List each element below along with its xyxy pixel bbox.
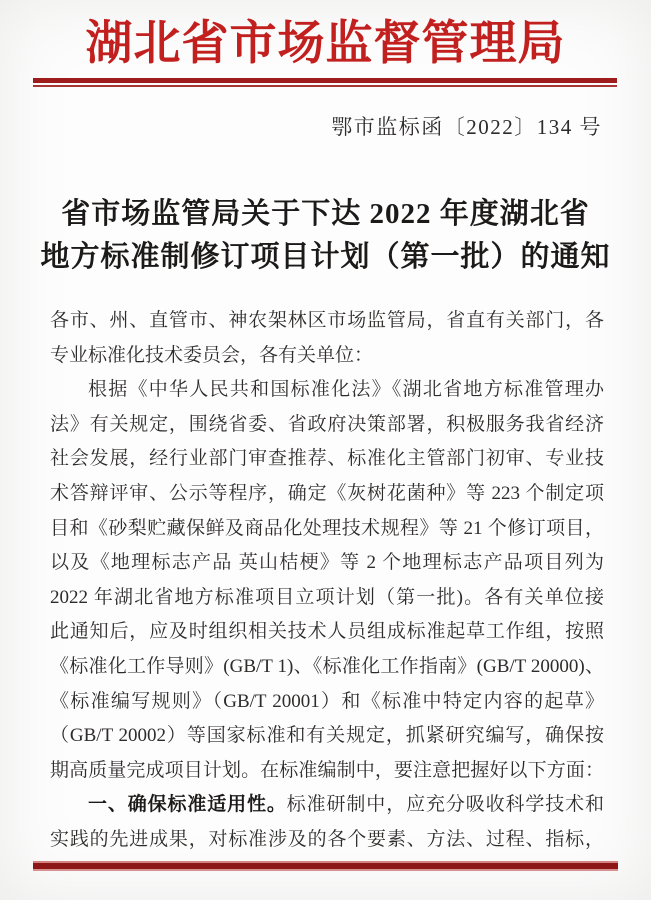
body-line: 各市、州、直管市、神农架林区市场监管局，省直有关部门，各 bbox=[50, 310, 604, 331]
body-line: 根据《中华人民共和国标准化法》《湖北省地方标准管理办 bbox=[88, 379, 604, 401]
bottom-divider-rule bbox=[33, 861, 618, 871]
agency-name: 湖北省市场监督管理局 bbox=[85, 18, 566, 70]
body-line: 实践的先进成果，对标准涉及的各个要素、方法、过程、指标， bbox=[50, 828, 604, 850]
header-divider-rule bbox=[33, 78, 617, 87]
body-line: （GB/T 20002）等国家标准和有关规定，抓紧研究编写，确保按 bbox=[50, 725, 604, 747]
body-line: 《标准编写规则》（GB/T 20001）和《标准中特定内容的起草》 bbox=[50, 690, 604, 712]
body-line: 此通知后，应及时组织相关技术人员组成标准起草工作组，按照 bbox=[50, 621, 604, 643]
body-line: 法》有关规定，围绕省委、省政府决策部署，积极服务我省经济 bbox=[50, 413, 604, 435]
body-line: 《标准化工作导则》(GB/T 1)、《标准化工作指南》(GB/T 20000)、 bbox=[50, 655, 604, 677]
body-line: 期高质量完成项目计划。在标准编制中，要注意把握好以下方面： bbox=[50, 759, 604, 781]
document-title-line2: 地方标准制修订项目计划（第一批）的通知 bbox=[40, 241, 611, 273]
document-title-line1: 省市场监管局关于下达 2022 年度湖北省 bbox=[61, 198, 590, 230]
doc-number: 鄂市监标函〔2022〕134 号 bbox=[331, 115, 602, 139]
document-title bbox=[0, 193, 651, 279]
document-body bbox=[50, 304, 604, 858]
body-line: 一、确保标准适用性。标准研制中，应充分吸收科学技术和 bbox=[88, 794, 604, 816]
body-line: 术答辩评审、公示等程序，确定《灰树花菌种》等 223 个制定项 bbox=[50, 482, 604, 504]
body-line-bold-heading: 一、确保标准适用性。 bbox=[88, 794, 287, 816]
body-line: 目和《砂梨贮藏保鲜及商品化处理技术规程》等 21 个修订项目， bbox=[50, 517, 604, 539]
body-line: 以及《地理标志产品 英山桔梗》等 2 个地理标志产品项目列为 bbox=[50, 552, 604, 574]
body-line: 2022 年湖北省地方标准项目立项计划（第一批)。各有关单位接 bbox=[50, 586, 604, 608]
body-line: 社会发展，经行业部门审查推荐、标准化主管部门初审、专业技 bbox=[50, 448, 604, 470]
body-line: 专业标准化技术委员会，各有关单位： bbox=[50, 344, 374, 366]
